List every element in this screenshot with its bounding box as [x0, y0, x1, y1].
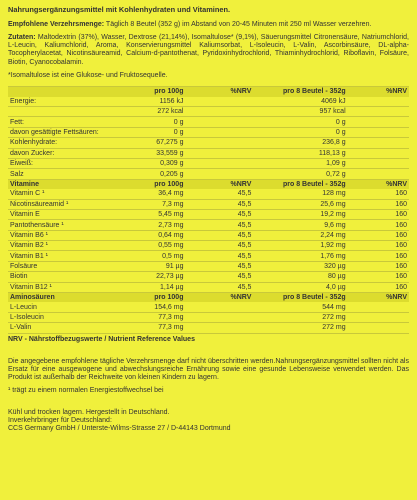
table-cell: 1,14 µg — [111, 282, 186, 292]
amino-header-cell: Aminosäuren — [8, 293, 111, 303]
intake-label: Empfohlene Verzehrsmenge: — [8, 20, 105, 28]
table-cell: 544 mg — [253, 302, 347, 312]
table-cell: L-Valin — [8, 323, 111, 333]
table-cell — [185, 138, 253, 148]
table-cell: 160 — [348, 272, 409, 282]
storage-text: Kühl und trocken lagern. Hergestellt in Deutschland. — [8, 408, 170, 416]
vitamins-header-row — [8, 179, 409, 189]
table-cell: 45,5 — [185, 261, 253, 271]
amino-header-cell: %NRV — [185, 293, 253, 303]
table-row — [8, 261, 409, 271]
table-cell: 45,5 — [185, 272, 253, 282]
table-cell: 45,5 — [185, 220, 253, 230]
table-cell: 1156 kJ — [111, 97, 186, 107]
table-cell — [185, 148, 253, 158]
table-cell: 160 — [348, 261, 409, 271]
table-cell: Fett: — [8, 117, 111, 127]
table-row — [8, 117, 409, 127]
table-cell — [348, 323, 409, 333]
table-cell: Vitamin B2 ¹ — [8, 241, 111, 251]
table-cell: 160 — [348, 199, 409, 209]
table-cell: Vitamin B1 ¹ — [8, 251, 111, 261]
table-cell: Energie: — [8, 97, 111, 107]
table-cell: 9,6 mg — [253, 220, 347, 230]
table-row — [8, 127, 409, 137]
table-cell: 45,5 — [185, 230, 253, 240]
table-cell — [348, 148, 409, 158]
table-cell: 957 kcal — [253, 107, 347, 117]
table-cell: 4069 kJ — [253, 97, 347, 107]
nutrition-header-row — [8, 87, 409, 97]
vitamins-header-cell: %NRV — [185, 179, 253, 189]
table-cell: Vitamin B12 ¹ — [8, 282, 111, 292]
table-cell: 0 g — [253, 127, 347, 137]
table-cell: 128 mg — [253, 189, 347, 199]
table-cell — [185, 107, 253, 117]
table-cell: 236,8 g — [253, 138, 347, 148]
table-row — [8, 323, 409, 333]
table-row — [8, 189, 409, 199]
table-row — [8, 312, 409, 322]
table-cell: 36,4 mg — [111, 189, 186, 199]
nutrition-table-body — [8, 87, 409, 333]
ingredients-label: Zutaten: — [8, 33, 36, 41]
table-cell: 45,5 — [185, 199, 253, 209]
table-cell: Vitamin C ¹ — [8, 189, 111, 199]
table-cell: Vitamin E — [8, 209, 111, 219]
distributor-label: Inverkehrbringer für Deutschland: — [8, 417, 112, 425]
table-cell: 1,76 mg — [253, 251, 347, 261]
table-row — [8, 158, 409, 168]
isomaltulose-note: *Isomaltulose ist eine Glukose- und Fruktosequelle. — [8, 71, 168, 79]
table-cell — [348, 107, 409, 117]
table-cell: Pantothensäure ¹ — [8, 220, 111, 230]
table-cell: 25,6 mg — [253, 199, 347, 209]
table-cell — [348, 312, 409, 322]
table-cell: L-Isoleucin — [8, 312, 111, 322]
table-cell: 45,5 — [185, 282, 253, 292]
table-cell — [348, 97, 409, 107]
table-row — [8, 230, 409, 240]
table-cell: 1,09 g — [253, 158, 347, 168]
nrv-note: NRV - Nährstoffbezugswerte / Nutrient Reference Values — [8, 335, 195, 343]
table-cell: 0,309 g — [111, 158, 186, 168]
table-cell — [348, 127, 409, 137]
table-cell: 160 — [348, 220, 409, 230]
distributor-address: CCS Germany GmbH / Unterste-Wilms-Strasse 27 / D-44143 Dortmund — [8, 425, 231, 433]
table-cell — [348, 138, 409, 148]
table-cell: 2,24 mg — [253, 230, 347, 240]
table-cell: 0,5 mg — [111, 251, 186, 261]
table-cell: 33,559 g — [111, 148, 186, 158]
table-cell: 160 — [348, 282, 409, 292]
vitamins-header-cell: %NRV — [348, 179, 409, 189]
table-cell: 2,73 mg — [111, 220, 186, 230]
table-cell: 45,5 — [185, 189, 253, 199]
table-cell: 160 — [348, 241, 409, 251]
table-row — [8, 282, 409, 292]
table-row — [8, 220, 409, 230]
table-cell: 67,275 g — [111, 138, 186, 148]
table-cell: 160 — [348, 189, 409, 199]
table-cell: 45,5 — [185, 251, 253, 261]
table-cell — [185, 302, 253, 312]
amino-header-cell: %NRV — [348, 293, 409, 303]
table-row — [8, 138, 409, 148]
table-cell: 45,5 — [185, 241, 253, 251]
nutrition-table — [8, 86, 409, 333]
table-cell: Salz — [8, 169, 111, 179]
table-cell: Biotin — [8, 272, 111, 282]
table-cell — [185, 97, 253, 107]
table-cell: L-Leucin — [8, 302, 111, 312]
table-cell: Folsäure — [8, 261, 111, 271]
amino-header-row — [8, 293, 409, 303]
table-cell: 272 kcal — [111, 107, 186, 117]
table-row — [8, 241, 409, 251]
vitamins-header-cell: pro 8 Beutel - 352g — [253, 179, 347, 189]
ingredients-paragraph — [8, 34, 409, 67]
table-row — [8, 107, 409, 117]
table-cell: 272 mg — [253, 312, 347, 322]
table-cell: 0,72 g — [253, 169, 347, 179]
table-cell: Eiweiß: — [8, 158, 111, 168]
legal-text: Die angegebene empfohlene tägliche Verzehrsmenge darf nicht überschritten werden.Nahrungsergänzungsmittel sollten nicht als Ersatz für eine ausgewogene und abwechslungsreiche Ernährung sowie eine gesunde Lebensweise verwendet werden. Das Produkt ist außerhalb der Reichweite von kleinen Kindern zu lagern. — [8, 357, 409, 382]
table-cell: 77,3 mg — [111, 323, 186, 333]
table-cell — [348, 117, 409, 127]
table-cell: Nicotinsäureamid ¹ — [8, 199, 111, 209]
table-row — [8, 169, 409, 179]
table-cell: 0,205 g — [111, 169, 186, 179]
vitamins-header-cell: Vitamine — [8, 179, 111, 189]
table-cell: 91 µg — [111, 261, 186, 271]
nutrition-header-cell: pro 100g — [111, 87, 186, 97]
table-cell: Vitamin B6 ¹ — [8, 230, 111, 240]
table-cell: 19,2 mg — [253, 209, 347, 219]
table-cell — [185, 127, 253, 137]
table-cell: 4,0 µg — [253, 282, 347, 292]
table-cell: 22,73 µg — [111, 272, 186, 282]
table-cell — [185, 169, 253, 179]
table-cell — [185, 158, 253, 168]
intake-text: Täglich 8 Beutel (352 g) im Abstand von 20-45 Minuten mit 250 ml Wasser verzehren. — [105, 20, 372, 28]
table-cell: 1,92 mg — [253, 241, 347, 251]
table-cell: 0,55 mg — [111, 241, 186, 251]
table-cell — [348, 302, 409, 312]
amino-header-cell: pro 100g — [111, 293, 186, 303]
nutrition-header-cell: %NRV — [348, 87, 409, 97]
table-row — [8, 209, 409, 219]
table-cell: Kohlenhydrate: — [8, 138, 111, 148]
table-cell: 160 — [348, 209, 409, 219]
ingredients-text: Maltodextrin (37%), Wasser, Dextrose (21,14%), Isomaltulose* (9,1%), Säuerungsmittel Citronensäure, Natriumchlorid, L-Leucin, Kaliumchlorid, Aroma, Konservierungsmittel Kaliumsorbat, L-Isoleucin, L-Valin, Ascorbinsäure, DL-alpha-Tocopherylacetat, Nicotinsäureamid, Calcium-d-pantothenat, Pyridoxinhydrochlorid, Thiaminhydrochlorid, Riboflavin, Folsäure, Biotin, Cyanocobalamin. — [8, 33, 409, 66]
table-row — [8, 148, 409, 158]
table-cell: 80 µg — [253, 272, 347, 282]
nutrition-header-cell: pro 8 Beutel - 352g — [253, 87, 347, 97]
table-cell: 118,13 g — [253, 148, 347, 158]
table-cell — [348, 169, 409, 179]
vitamins-header-cell: pro 100g — [111, 179, 186, 189]
table-cell: 320 µg — [253, 261, 347, 271]
table-cell: 0 g — [253, 117, 347, 127]
table-cell: davon Zucker: — [8, 148, 111, 158]
energy-footnote: ¹ trägt zu einem normalen Energiestoffwechsel bei — [8, 386, 164, 394]
table-cell: 160 — [348, 230, 409, 240]
table-cell: 77,3 mg — [111, 312, 186, 322]
table-row — [8, 97, 409, 107]
table-cell: 0 g — [111, 117, 186, 127]
table-cell — [185, 323, 253, 333]
table-cell — [185, 117, 253, 127]
table-cell — [185, 312, 253, 322]
table-cell: 0 g — [111, 127, 186, 137]
nutrition-header-cell: %NRV — [185, 87, 253, 97]
table-cell: 7,3 mg — [111, 199, 186, 209]
table-cell: 45,5 — [185, 209, 253, 219]
table-row — [8, 302, 409, 312]
table-row — [8, 251, 409, 261]
table-cell: 154,6 mg — [111, 302, 186, 312]
table-cell: 0,64 mg — [111, 230, 186, 240]
table-cell: 5,45 mg — [111, 209, 186, 219]
table-cell: davon gesättigte Fettsäuren: — [8, 127, 111, 137]
table-row — [8, 272, 409, 282]
nutrition-header-cell — [8, 87, 111, 97]
amino-header-cell: pro 8 Beutel - 352g — [253, 293, 347, 303]
table-cell — [8, 107, 111, 117]
table-cell: 160 — [348, 251, 409, 261]
table-cell: 272 mg — [253, 323, 347, 333]
table-cell — [348, 158, 409, 168]
product-title: Nahrungsergänzungsmittel mit Kohlenhydraten und Vitaminen. — [8, 5, 231, 14]
intake-paragraph — [8, 21, 409, 29]
table-row — [8, 199, 409, 209]
